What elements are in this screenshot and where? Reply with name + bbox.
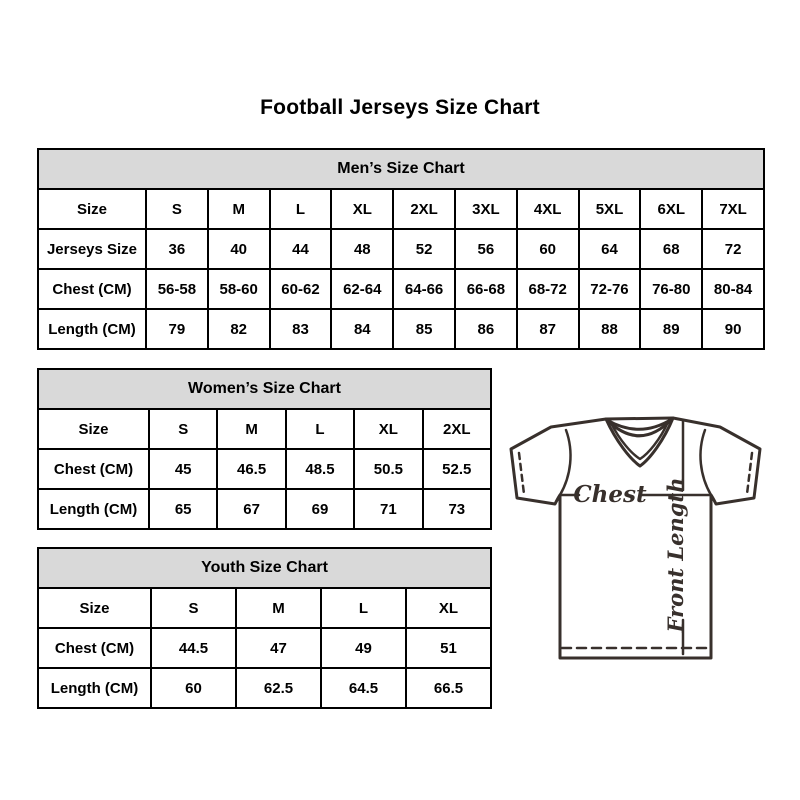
row-label: Length (CM) xyxy=(38,489,149,529)
left-sleeve-seam xyxy=(560,430,571,495)
collar-v-inner xyxy=(611,422,668,459)
cell-value: 2XL xyxy=(393,189,455,229)
cell-value: 7XL xyxy=(702,189,764,229)
row-label: Chest (CM) xyxy=(38,628,151,668)
cell-value: 67 xyxy=(217,489,285,529)
cell-value: 66.5 xyxy=(406,668,491,708)
youth-row-size xyxy=(38,588,491,628)
cell-value: M xyxy=(208,189,270,229)
cell-value: 48.5 xyxy=(286,449,354,489)
cell-value: 49 xyxy=(321,628,406,668)
cell-value: 51 xyxy=(406,628,491,668)
cell-value: 60 xyxy=(151,668,236,708)
cell-value: 45 xyxy=(149,449,217,489)
womens-table-title: Women’s Size Chart xyxy=(38,369,491,409)
cell-value: M xyxy=(217,409,285,449)
cell-value: 65 xyxy=(149,489,217,529)
cell-value: 87 xyxy=(517,309,579,349)
cell-value: 80-84 xyxy=(702,269,764,309)
cell-value: 64-66 xyxy=(393,269,455,309)
cell-value: 62.5 xyxy=(236,668,321,708)
cell-value: 72-76 xyxy=(579,269,641,309)
cell-value: 50.5 xyxy=(354,449,422,489)
cell-value: 76-80 xyxy=(640,269,702,309)
cell-value: 48 xyxy=(331,229,393,269)
row-label: Jerseys Size xyxy=(38,229,146,269)
row-label: Chest (CM) xyxy=(38,269,146,309)
row-label: Size xyxy=(38,588,151,628)
mens-size-table xyxy=(37,148,765,350)
youth-table-title: Youth Size Chart xyxy=(38,548,491,588)
cell-value: 62-64 xyxy=(331,269,393,309)
womens-table-header-row xyxy=(38,369,491,409)
cell-value: 83 xyxy=(270,309,332,349)
page-title: Football Jerseys Size Chart xyxy=(260,96,540,119)
womens-size-table xyxy=(37,368,492,530)
womens-row-chest-cm xyxy=(38,449,491,489)
jersey-measurement-diagram xyxy=(503,406,765,668)
jersey-body-outline xyxy=(511,418,760,658)
cell-value: 73 xyxy=(423,489,491,529)
cell-value: 44.5 xyxy=(151,628,236,668)
cell-value: 64 xyxy=(579,229,641,269)
cell-value: 4XL xyxy=(517,189,579,229)
youth-row-chest-cm xyxy=(38,628,491,668)
cell-value: 82 xyxy=(208,309,270,349)
cell-value: 89 xyxy=(640,309,702,349)
row-label: Size xyxy=(38,189,146,229)
cell-value: 85 xyxy=(393,309,455,349)
cell-value: 84 xyxy=(331,309,393,349)
cell-value: 69 xyxy=(286,489,354,529)
cell-value: 90 xyxy=(702,309,764,349)
cell-value: 66-68 xyxy=(455,269,517,309)
cell-value: L xyxy=(321,588,406,628)
left-cuff-stitch xyxy=(519,453,524,494)
mens-row-length-cm xyxy=(38,309,764,349)
cell-value: 71 xyxy=(354,489,422,529)
cell-value: S xyxy=(149,409,217,449)
cell-value: 52 xyxy=(393,229,455,269)
mens-table-header-row xyxy=(38,149,764,189)
mens-table-title: Men’s Size Chart xyxy=(38,149,764,189)
cell-value: S xyxy=(146,189,208,229)
front-length-label: Front Length xyxy=(663,477,688,633)
row-label: Chest (CM) xyxy=(38,449,149,489)
cell-value: 79 xyxy=(146,309,208,349)
cell-value: 46.5 xyxy=(217,449,285,489)
cell-value: 5XL xyxy=(579,189,641,229)
cell-value: 58-60 xyxy=(208,269,270,309)
cell-value: 40 xyxy=(208,229,270,269)
womens-row-size xyxy=(38,409,491,449)
cell-value: 68 xyxy=(640,229,702,269)
cell-value: 56-58 xyxy=(146,269,208,309)
cell-value: 2XL xyxy=(423,409,491,449)
cell-value: 64.5 xyxy=(321,668,406,708)
cell-value: S xyxy=(151,588,236,628)
youth-size-table xyxy=(37,547,492,709)
cell-value: 6XL xyxy=(640,189,702,229)
cell-value: 88 xyxy=(579,309,641,349)
youth-table-header-row xyxy=(38,548,491,588)
jersey-outline-icon xyxy=(503,406,765,668)
chest-label: Chest xyxy=(573,481,647,508)
cell-value: 86 xyxy=(455,309,517,349)
womens-row-length-cm xyxy=(38,489,491,529)
cell-value: 47 xyxy=(236,628,321,668)
cell-value: 44 xyxy=(270,229,332,269)
cell-value: 3XL xyxy=(455,189,517,229)
cell-value: 72 xyxy=(702,229,764,269)
cell-value: 60 xyxy=(517,229,579,269)
cell-value: XL xyxy=(331,189,393,229)
cell-value: 60-62 xyxy=(270,269,332,309)
youth-row-length-cm xyxy=(38,668,491,708)
row-label: Length (CM) xyxy=(38,668,151,708)
right-cuff-stitch xyxy=(747,453,752,494)
mens-row-jerseys-size xyxy=(38,229,764,269)
mens-row-size xyxy=(38,189,764,229)
cell-value: XL xyxy=(354,409,422,449)
cell-value: XL xyxy=(406,588,491,628)
row-label: Size xyxy=(38,409,149,449)
cell-value: 52.5 xyxy=(423,449,491,489)
cell-value: 56 xyxy=(455,229,517,269)
mens-row-chest-cm xyxy=(38,269,764,309)
cell-value: L xyxy=(286,409,354,449)
right-sleeve-seam xyxy=(700,430,711,495)
cell-value: 68-72 xyxy=(517,269,579,309)
cell-value: L xyxy=(270,189,332,229)
cell-value: 36 xyxy=(146,229,208,269)
row-label: Length (CM) xyxy=(38,309,146,349)
cell-value: M xyxy=(236,588,321,628)
